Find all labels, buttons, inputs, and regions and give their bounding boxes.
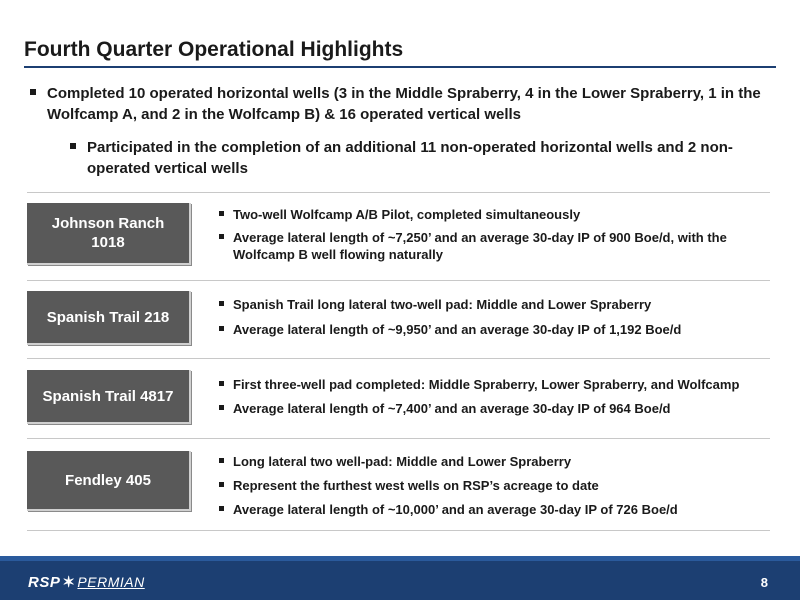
point-text: Average lateral length of ~10,000’ and an average 30-day IP of 726 Boe/d [233, 502, 678, 517]
section-label: Johnson Ranch [51, 215, 165, 232]
square-bullet-icon [219, 381, 224, 386]
square-bullet-icon [219, 211, 224, 216]
point-item [219, 296, 759, 313]
section-label: Spanish Trail 218 [46, 308, 170, 326]
company-logo [28, 573, 145, 591]
point-text: Average lateral length of ~9,950’ and an average 30-day IP of 1,192 Boe/d [233, 322, 682, 337]
point-item [219, 501, 759, 518]
point-text: Average lateral length of ~7,250’ and an average 30-day IP of 900 Boe/d, with the Wolfcamp B well flowing naturally [233, 230, 727, 262]
section-label: Spanish Trail 4817 [42, 387, 174, 405]
logo-permian-text: PERMIAN [77, 574, 145, 590]
point-item [219, 400, 759, 417]
main-bullet-text: Completed 10 operated horizontal wells (3 in the Middle Spraberry, 4 in the Lower Spraberry, 1 in the Wolfcamp A, and 2 in the Wolfcamp B) & 16 operated vertical wells [47, 85, 761, 123]
point-text: Spanish Trail long lateral two-well pad: Middle and Lower Spraberry [233, 297, 652, 312]
section-label-box [27, 203, 191, 265]
square-bullet-icon [219, 482, 224, 487]
point-item [219, 321, 759, 338]
section-label-box [27, 451, 191, 511]
section-points [219, 376, 759, 423]
point-item [219, 229, 759, 263]
logo-rsp-text: RSP [28, 574, 61, 591]
square-bullet-icon [219, 506, 224, 511]
sub-bullet-text: Participated in the completion of an additional 11 non-operated horizontal wells and 2 non-operated vertical wells [87, 139, 733, 177]
point-text: Long lateral two well-pad: Middle and Lower Spraberry [233, 454, 572, 469]
section-points [219, 296, 759, 344]
section-divider [27, 280, 770, 281]
main-bullet [30, 83, 770, 125]
point-text: First three-well pad completed: Middle Spraberry, Lower Spraberry, and Wolfcamp [233, 377, 740, 392]
section-label: Fendley 405 [65, 471, 151, 489]
square-bullet-icon [219, 326, 224, 331]
section-label-box [27, 291, 191, 345]
star-icon: ✶ [62, 574, 76, 591]
square-bullet-icon [219, 458, 224, 463]
section-divider [27, 438, 770, 439]
point-text: Average lateral length of ~7,400’ and an average 30-day IP of 964 Boe/d [233, 401, 671, 416]
point-text: Represent the furthest west wells on RSP’s acreage to date [233, 478, 599, 493]
section-label-box [27, 370, 191, 424]
page-title: Fourth Quarter Operational Highlights [24, 38, 404, 61]
point-item [219, 206, 759, 223]
section-divider [27, 358, 770, 359]
section-divider [27, 530, 770, 531]
point-item [219, 376, 759, 393]
page-number: 8 [760, 575, 768, 590]
square-bullet-icon [70, 143, 76, 149]
point-item [219, 453, 759, 470]
section-label-line2: 1018 [91, 234, 125, 251]
section-points [219, 453, 759, 524]
square-bullet-icon [219, 301, 224, 306]
section-points [219, 206, 759, 269]
square-bullet-icon [219, 234, 224, 239]
square-bullet-icon [219, 405, 224, 410]
point-item [219, 477, 759, 494]
title-divider [24, 66, 776, 68]
section-divider [27, 192, 770, 193]
point-text: Two-well Wolfcamp A/B Pilot, completed simultaneously [233, 207, 581, 222]
sub-bullet [70, 137, 770, 179]
square-bullet-icon [30, 89, 36, 95]
